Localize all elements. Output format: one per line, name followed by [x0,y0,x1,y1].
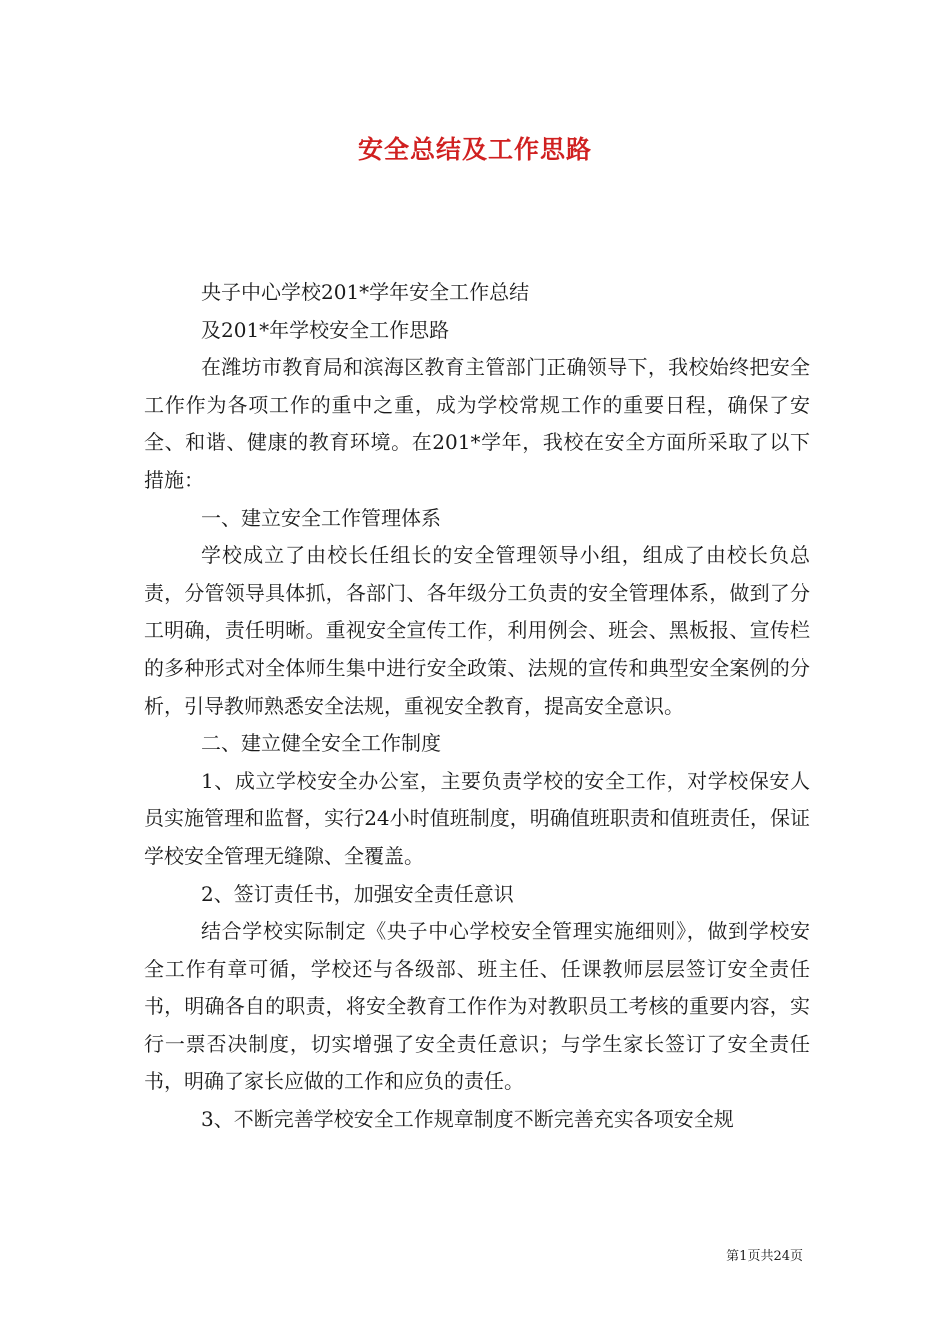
paragraph-work-plan-heading: 及201*年学校安全工作思路 [201,317,450,342]
page-number-footer: 第1页共24页 [726,1249,803,1264]
section-heading-safety-rules: 二、建立健全安全工作制度 [201,731,441,756]
section-heading-management-system: 一、建立安全工作管理体系 [201,505,441,530]
paragraph-management-system: 学校成立了由校长任组长的安全管理领导小组，组成了由校长负总责，分管领导具体抓，各部门、各年级分工负责的安全管理体系，做到了分工明确，责任明晰。重视安全宣传工作，利用例会、班会、黑板报、宣传栏的多种形式对全体师生集中进行安全政策、法规的宣传和典型安全案例的分析，引导教师熟悉安全法规，重视安全教育，提高安全意识。 [144,543,810,718]
paragraph-safety-office: 1、成立学校安全办公室，主要负责学校的安全工作，对学校保安人员实施管理和监督，实行24小时值班制度，明确值班职责和值班责任，保证学校安全管理无缝隙、全覆盖。 [144,768,810,868]
document-body [144,274,810,1139]
paragraph-intro: 在潍坊市教育局和滨海区教育主管部门正确领导下，我校始终把安全工作作为各项工作的重中之重，成为学校常规工作的重要日程，确保了安全、和谐、健康的教育环境。在201*学年，我校在安全方面所采取了以下措施： [144,355,810,492]
subheading-responsibility-letter: 2、签订责任书，加强安全责任意识 [201,881,514,906]
paragraph-improve-regulations: 3、不断完善学校安全工作规章制度不断完善充实各项安全规 [201,1107,734,1132]
paragraph-responsibility-letter: 结合学校实际制定《央子中心学校安全管理实施细则》，做到学校安全工作有章可循，学校还与各级部、班主任、任课教师层层签订安全责任书，明确各自的职责，将安全教育工作作为对教职员工考核的重要内容，实行一票否决制度，切实增强了安全责任意识；与学生家长签订了安全责任书，明确了家长应做的工作和应负的责任。 [144,919,810,1094]
paragraph-school-summary-heading: 央子中心学校201*学年安全工作总结 [201,280,530,304]
page-title: 安全总结及工作思路 [357,135,592,164]
